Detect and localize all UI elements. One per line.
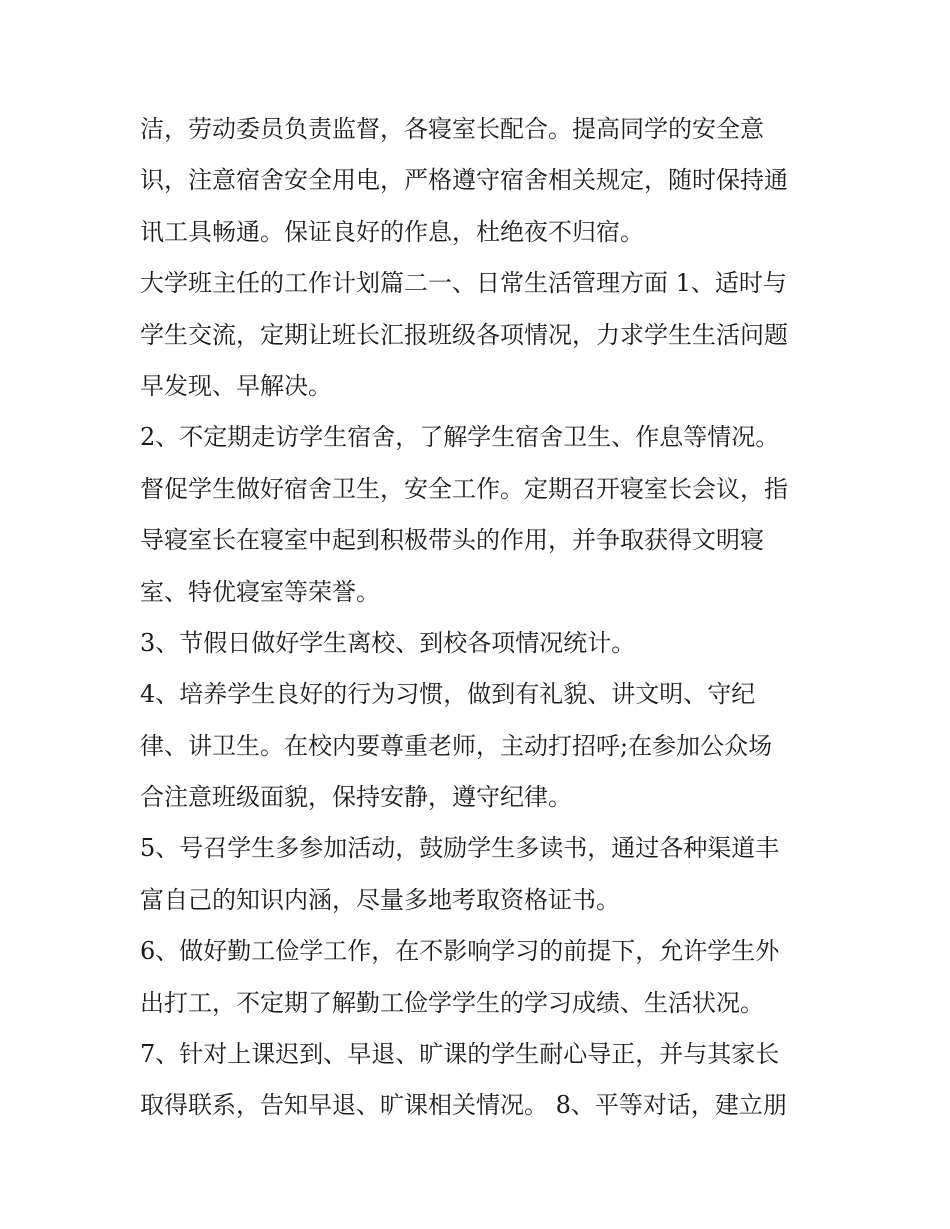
paragraph-dorm-hygiene bbox=[140, 104, 820, 258]
text-line: 大学班主任的工作计划篇二一、日常生活管理方面 1、适时与 bbox=[140, 269, 787, 298]
paragraph-item-2 bbox=[140, 412, 820, 618]
paragraph-item-5 bbox=[140, 823, 820, 926]
text-line: 导寝室长在寝室中起到积极带头的作用，并争取获得文明寝 bbox=[140, 526, 764, 555]
text-line: 5、号召学生多参加活动，鼓励学生多读书，通过各种渠道丰 bbox=[140, 834, 780, 863]
text-line: 合注意班级面貌，保持安静，遵守纪律。 bbox=[140, 783, 572, 812]
text-line: 7、针对上课迟到、早退、旷课的学生耐心导正，并与其家长 bbox=[140, 1040, 780, 1069]
text-line: 出打工，不定期了解勤工俭学学生的学习成绩、生活状况。 bbox=[140, 988, 764, 1017]
text-line: 富自己的知识内涵，尽量多地考取资格证书。 bbox=[140, 885, 620, 914]
paragraph-item-7 bbox=[140, 1029, 820, 1132]
text-line: 律、讲卫生。在校内要尊重老师，主动打招呼;在参加公众场 bbox=[140, 731, 773, 760]
text-line: 4、培养学生良好的行为习惯，做到有礼貌、讲文明、守纪 bbox=[140, 680, 756, 709]
paragraph-item-4 bbox=[140, 669, 820, 823]
text-line: 室、特优寝室等荣誉。 bbox=[140, 577, 380, 606]
paragraph-plan-two-item-1 bbox=[140, 258, 820, 412]
text-line: 3、节假日做好学生离校、到校各项情况统计。 bbox=[140, 628, 636, 657]
paragraph-item-3 bbox=[140, 618, 820, 669]
text-line: 2、不定期走访学生宿舍，了解学生宿舍卫生、作息等情况。 bbox=[140, 423, 780, 452]
text-line: 6、做好勤工俭学工作，在不影响学习的前提下，允许学生外 bbox=[140, 937, 780, 966]
text-line: 督促学生做好宿舍卫生，安全工作。定期召开寝室长会议，指 bbox=[140, 474, 788, 503]
text-line: 洁，劳动委员负责监督，各寝室长配合。提高同学的安全意 bbox=[140, 115, 764, 143]
text-line: 讯工具畅通。保证良好的作息，杜绝夜不归宿。 bbox=[140, 217, 644, 246]
text-line: 取得联系，告知早退、旷课相关情况。 8、平等对话，建立朋 bbox=[140, 1091, 787, 1120]
text-line: 识，注意宿舍安全用电，严格遵守宿舍相关规定，随时保持通 bbox=[140, 166, 788, 195]
text-line: 学生交流，定期让班长汇报班级各项情况，力求学生生活问题 bbox=[140, 320, 788, 349]
text-line: 早发现、早解决。 bbox=[140, 371, 332, 400]
document-body bbox=[140, 104, 820, 1132]
paragraph-item-6 bbox=[140, 926, 820, 1029]
